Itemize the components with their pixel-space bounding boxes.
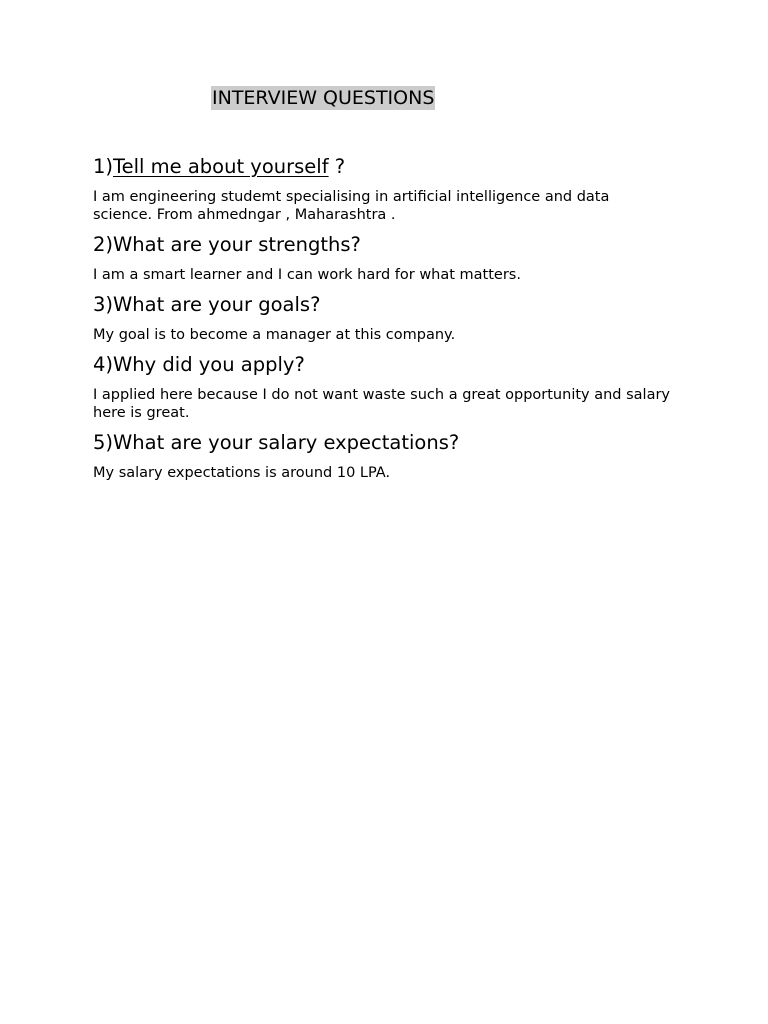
title-wrapper bbox=[211, 86, 435, 110]
question-list bbox=[93, 154, 673, 490]
document-title: INTERVIEW QUESTIONS bbox=[212, 87, 435, 109]
question-number-1: 1) bbox=[93, 155, 114, 178]
question-heading-2 bbox=[93, 232, 673, 258]
question-heading-1 bbox=[93, 154, 673, 180]
answer-text-4: I applied here because I do not want waste such a great opportunity and salary here is great. bbox=[93, 387, 671, 421]
question-suffix-1: ? bbox=[328, 155, 346, 178]
answer-text-3: My goal is to become a manager at this company. bbox=[93, 327, 456, 343]
answer-text-2: I am a smart learner and I can work hard for what matters. bbox=[93, 267, 521, 283]
question-text-1: Tell me about yourself bbox=[113, 155, 329, 178]
question-number-2: 2) bbox=[93, 233, 114, 256]
question-block-2 bbox=[93, 232, 673, 284]
question-text-3: What are your goals? bbox=[113, 293, 321, 316]
question-block-3 bbox=[93, 292, 673, 344]
answer-text-5: My salary expectations is around 10 LPA. bbox=[93, 465, 391, 481]
question-number-4: 4) bbox=[93, 353, 114, 376]
question-text-2: What are your strengths? bbox=[113, 233, 361, 256]
question-block-1 bbox=[93, 154, 673, 224]
question-heading-4 bbox=[93, 352, 673, 378]
question-heading-5 bbox=[93, 430, 673, 456]
question-heading-3 bbox=[93, 292, 673, 318]
question-block-5 bbox=[93, 430, 673, 482]
question-block-4 bbox=[93, 352, 673, 422]
question-number-3: 3) bbox=[93, 293, 114, 316]
question-text-5: What are your salary expectations? bbox=[113, 431, 460, 454]
answer-text-1: I am engineering studemt specialising in artificial intelligence and data science. From ahmedngar , Maharashtra . bbox=[93, 189, 610, 223]
question-text-4: Why did you apply? bbox=[113, 353, 305, 376]
question-number-5: 5) bbox=[93, 431, 114, 454]
